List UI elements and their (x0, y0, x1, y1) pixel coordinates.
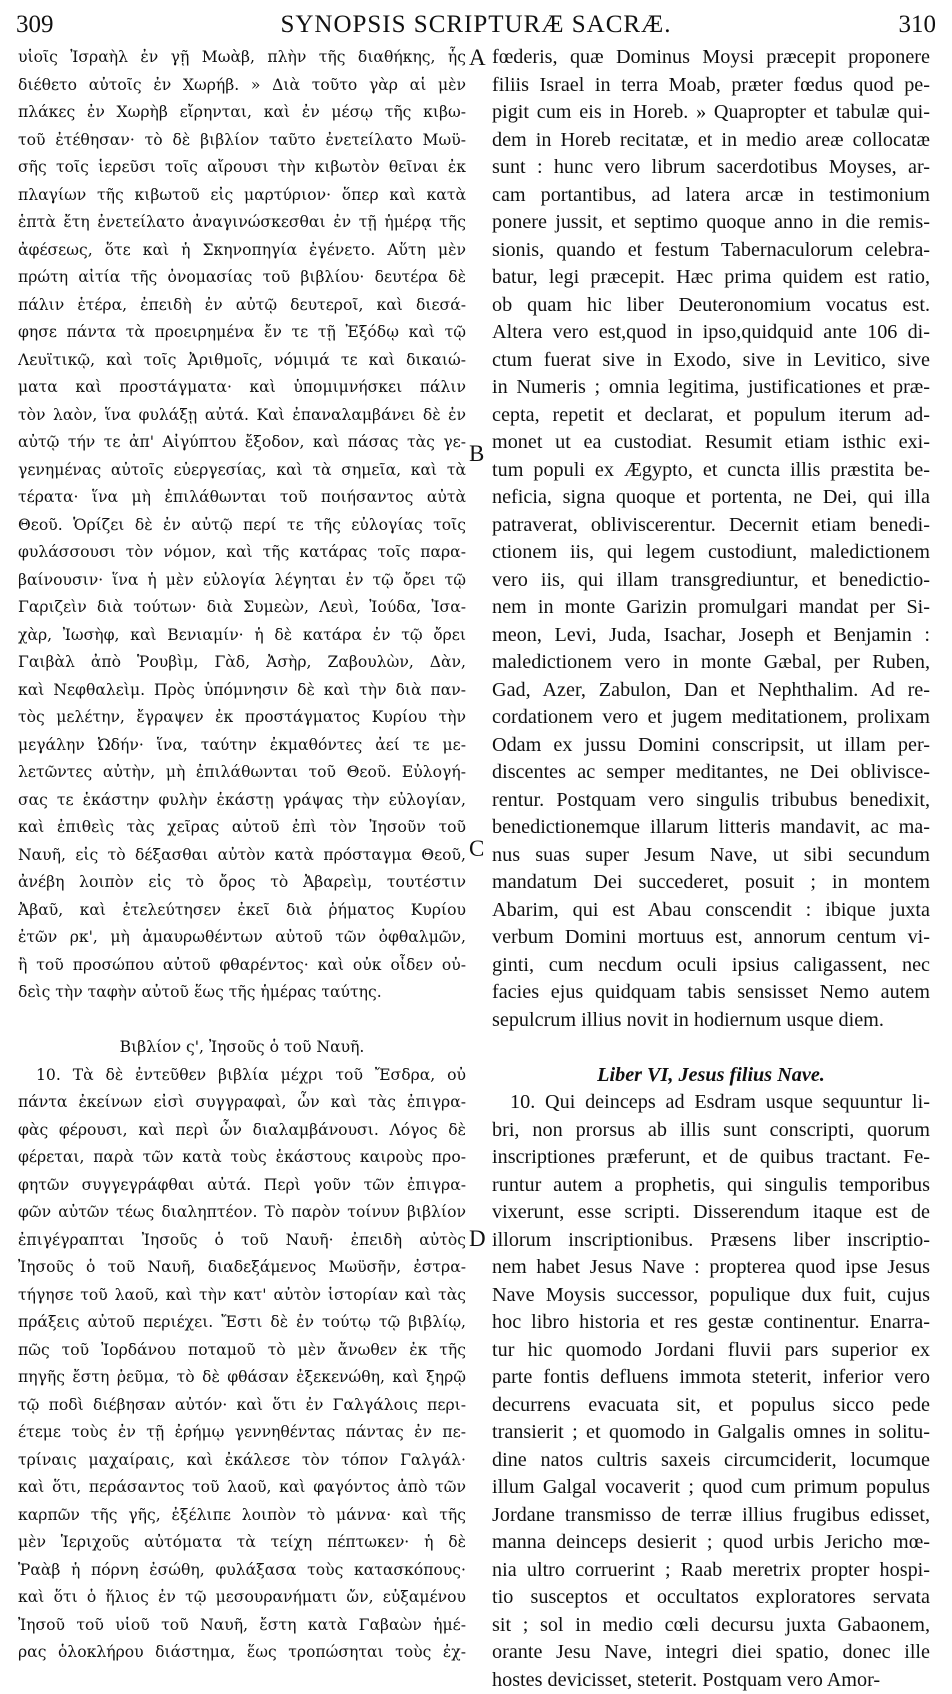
text-line: γενημένας αὐτοῖς εὐεργεσίας, καὶ τὰ σημεῖα, καὶ τὰ (18, 457, 466, 485)
text-line: τὸς μελέτην, ἔγραψεν ἐκ προστάγματος Κυρίου τὴν (18, 704, 466, 732)
text-line: nus suas super Jesum Nave, ut sibi secundum (492, 842, 930, 870)
text-line: τήγησε τοῦ λαοῦ, καὶ τὴν κατ' αὐτὸν ἱστορίαν καὶ τὰς (18, 1282, 466, 1310)
section-heading: Liber VI, Jesus filius Nave. (492, 1062, 930, 1090)
text-line: καὶ Νεφθαλεὶμ. Πρὸς ὑπόμνησιν δὲ καὶ τὴν διὰ παν- (18, 677, 466, 705)
text-line: ἐτῶν ρκ', μὴ ἀμαυρωθέντων αὐτοῦ τῶν ὀφθαλμῶν, (18, 924, 466, 952)
text-line: καρπῶν τῆς γῆς, ἐξέλιπε λοιπὸν τὸ μάννα· καὶ τῆς (18, 1502, 466, 1530)
text-line: ἐπιγέγραπται Ἰησοῦς ὁ τοῦ Ναυῆ· ἐπειδὴ αὐτὸς (18, 1227, 466, 1255)
text-line: Jordane transmisso de terræ illius frugibus edisset, (492, 1502, 930, 1530)
text-line: τῷ ποδὶ διέβησαν αὐτόν· καὶ ὅτι ἐν Γαλγάλοις περι- (18, 1392, 466, 1420)
text-line: batur, legi præcepit. Hæc prima quidem est ratio, (492, 264, 930, 292)
text-line: sionis, quando et festum Tabernaculorum celebra- (492, 237, 930, 265)
latin-column (492, 44, 930, 1694)
text-line: λετῶντες αὐτὴν, μὴ ἐπιλάθωνται τοῦ Θεοῦ. Εὐλογή- (18, 759, 466, 787)
text-line: Ἰησοῦς ὁ τοῦ Ναυῆ, διαδεξάμενος Μωϋσῆν, ἐστρα- (18, 1254, 466, 1282)
text-line: Λευϊτικῷ, καὶ τοῖς Ἀριθμοῖς, νόμιμά τε καὶ δικαιώ- (18, 347, 466, 375)
running-title: SYNOPSIS SCRIPTURÆ SACRÆ. (0, 10, 952, 40)
text-line: σας τε ἑκάστην φυλὴν ἑκάστῃ γράψας τὴν εὐλογίαν, (18, 787, 466, 815)
text-line: Ναυῆ, εἰς τὸ δέξασθαι αὐτὸν κατὰ πρόσταγμα Θεοῦ, (18, 842, 466, 870)
text-line: orante Jesu Nave, integri diei spatio, donec ille (492, 1639, 930, 1667)
text-line: sepulcrum illius novit in hodiernum usque diem. (492, 1007, 930, 1035)
text-line: έτεμε τοὺς ἐν τῇ ἐρήμῳ γεννηθέντας πάντας ἐν πε- (18, 1419, 466, 1447)
text-line: sit ; sol in medio cœli decursu juxta Gabaonem, (492, 1612, 930, 1640)
text-line: αὐτῷ τήν τε ἀπ' Αἰγύπτου ἔξοδον, καὶ πάσας τὰς γε- (18, 429, 466, 457)
greek-column (18, 44, 466, 1667)
text-line: monet ut ea custodiat. Resumit etiam isthic exi- (492, 429, 930, 457)
text-line: διέθετο αὐτοῖς ἐν Χωρήβ. » Διὰ τοῦτο γὰρ αἱ μὲν (18, 72, 466, 100)
text-line: illum Galgal vocaverit ; quod cum primum populus (492, 1474, 930, 1502)
text-line (492, 1034, 930, 1062)
margin-marker-a: A (469, 44, 486, 72)
text-line: dem in Horeb recitatæ, et in medio areæ collocatæ (492, 127, 930, 155)
text-line: Γαριζεὶν διὰ τούτων· διὰ Συμεὼν, Λευὶ, Ἰούδα, Ἰσα- (18, 594, 466, 622)
text-line: ρας ὁλοκλήρου διάστημα, ἕως τροπώσηται τοὺς ἐχ- (18, 1639, 466, 1667)
text-line: filiis Israel in terra Moab, præter fœdus quod pe- (492, 72, 930, 100)
text-line: 10. Τὰ δὲ ἐντεῦθεν βιβλία μέχρι τοῦ Ἔσδρα, οὐ (18, 1062, 466, 1090)
text-line: καὶ ὅτι, περάσαντος τοῦ λαοῦ, καὶ φαγόντος ἀπὸ τῶν (18, 1474, 466, 1502)
text-line: χὰρ, Ἰωσὴφ, καὶ Βενιαμίν· ἡ δὲ κατάρα ἐν τῷ ὄρει (18, 622, 466, 650)
text-line: illorum inscriptionibus. Præsens liber inscriptio- (492, 1227, 930, 1255)
text-line: pigit cum eis in Horeb. » Quapropter et tabulæ qui- (492, 99, 930, 127)
text-line: verbum Domini mortuus est, annorum centum vi- (492, 924, 930, 952)
text-line: neficia, signa quoque et portenta, ne Dei, qui illa (492, 484, 930, 512)
text-line: ctum fuerat sive in Exodo, sive in Levitico, sive (492, 347, 930, 375)
text-line: manna deinceps desierit ; quod urbis Jericho mœ- (492, 1529, 930, 1557)
text-line: tur hic quomodo Jordani fluvii pars superior ex (492, 1337, 930, 1365)
text-line: cam portantibus, ad latera arcæ in testimonium (492, 182, 930, 210)
text-line: ἀνέβη λοιπὸν εἰς τὸ ὄρος τὸ Ἀβαρεὶμ, τουτέστιν (18, 869, 466, 897)
text-line: tio susceptos et occultatos exploratores servata (492, 1584, 930, 1612)
text-line: hostes devicisset, steterit. Postquam vero Amor- (492, 1667, 930, 1694)
text-line: runtur autem a prophetis, qui singulis temporibus (492, 1172, 930, 1200)
text-line: Odam ex jussu Domini conscripsit, ut illam per- (492, 732, 930, 760)
text-line: τρίναις μαχαίραις, καὶ ἐκάλεσε τὸν τόπον Γαλγάλ· (18, 1447, 466, 1475)
text-line: transierit ; et quomodo in Galgalis omnes in solitu- (492, 1419, 930, 1447)
text-line: vixerunt, esse scripti. Disserendum itaque est de (492, 1199, 930, 1227)
text-line: δεὶς τὴν ταφὴν αὐτοῦ ἕως τῆς ἡμέρας ταύτης. (18, 979, 466, 1007)
text-line: ob quam hic liber Deuteronomium vocatus est. (492, 292, 930, 320)
text-line: fœderis, quæ Dominus Moysi præcepit proponere (492, 44, 930, 72)
text-line: decurrens evacuata sit, et populus sicco pede (492, 1392, 930, 1420)
text-line: maledictionem vero in monte Gæbal, per Ruben, (492, 649, 930, 677)
page-number-left: 309 (16, 10, 54, 40)
text-line: bri, non prorsus ab illis sunt conscripti, quorum (492, 1117, 930, 1145)
text-line: cordationem vero et jugem meditationem, prolixam (492, 704, 930, 732)
text-line: hoc libro historia et res gestæ continentur. Enarra- (492, 1309, 930, 1337)
text-line: ponere jussit, et septimo quoque anno in die remis- (492, 209, 930, 237)
text-line: φῶν αὐτῶν τέως διαληπτέον. Τὸ παρὸν τοίνυν βιβλίον (18, 1199, 466, 1227)
text-line: φέρεται, παρὰ τῶν κατὰ τοὺς ἑκάστους καιροὺς προ- (18, 1144, 466, 1172)
text-line: πλαγίων τῆς κιβωτοῦ εἰς μαρτύριον· ὅπερ καὶ κατὰ (18, 182, 466, 210)
text-line: mandatum Dei succederet, posuit ; in montem (492, 869, 930, 897)
text-line: nem in monte Garizin promulgari mandat per Si- (492, 594, 930, 622)
text-line: Altera vero est,quod in ipso,quidquid ante 106 di- (492, 319, 930, 347)
text-line: μεγάλην Ὠδήν· ἵνα, ταύτην ἐκμαθόντες ἀεί τε με- (18, 732, 466, 760)
text-line: Γαιβὰλ ἀπὸ Ῥουβὶμ, Γὰδ, Ἀσὴρ, Ζαβουλὼν, Δὰν, (18, 649, 466, 677)
text-line: vero iis, qui illam transgrediuntur, et benedictio- (492, 567, 930, 595)
text-line: inscriptiones præferunt, et de quibus tractant. Fe- (492, 1144, 930, 1172)
text-line: tum populi ex Ægypto, et cuncta illis præstita be- (492, 457, 930, 485)
text-line: in Numeris ; omnia legitima, justificationes et præ- (492, 374, 930, 402)
text-line: rentur. Postquam vero singulis tribubus benedixit, (492, 787, 930, 815)
text-line: τὸν λαὸν, ἵνα φυλάξῃ αὐτά. Καὶ ἐπαναλαμβάνει δὲ ἐν (18, 402, 466, 430)
text-line: 10. Qui deinceps ad Esdram usque sequuntur li- (492, 1089, 930, 1117)
text-line: υἱοῖς Ἰσραὴλ ἐν γῇ Μωὰβ, πλὴν τῆς διαθήκης, ἧς (18, 44, 466, 72)
text-line: discentes ac semper meditantes, ne Dei oblivisce- (492, 759, 930, 787)
text-line: βαίνουσιν· ἵνα ἡ μὲν εὐλογία λέγηται ἐν τῷ ὄρει τῷ (18, 567, 466, 595)
text-line: πῶς τοῦ Ἰορδάνου ποταμοῦ τὸ μὲν ἄνωθεν ἐκ τῆς (18, 1337, 466, 1365)
text-line: ματα καὶ προστάγματα· καὶ ὑπομιμνήσκει πάλιν (18, 374, 466, 402)
text-line: Gad, Azer, Zabulon, Dan et Nephthalim. Ad re- (492, 677, 930, 705)
section-heading: Βιβλίον ς', Ἰησοῦς ὁ τοῦ Ναυῆ. (18, 1034, 466, 1062)
margin-marker-d: D (469, 1225, 486, 1253)
text-line: φητῶν συγγεγράφθαι αὐτά. Περὶ γοῦν τῶν ἐπιγρα- (18, 1172, 466, 1200)
text-line (18, 1007, 466, 1035)
text-line: καὶ ὅτι ὁ ἥλιος ἐν τῷ μεσουρανήματι ὤν, εὐξαμένου (18, 1584, 466, 1612)
text-line: ἑπτὰ ἔτη ἐνετείλατο ἀναγινώσκεσθαι ἐν τῇ ἡμέρᾳ τῆς (18, 209, 466, 237)
text-line: πράξεις αὐτοῦ περιέχει. Ἔστι δὲ ἐν τούτῳ τῷ βιβλίῳ, (18, 1309, 466, 1337)
text-line: patraverat, obliviscerentur. Decernit etiam benedi- (492, 512, 930, 540)
text-line: ctionem iis, qui legem custodiunt, maledictionem (492, 539, 930, 567)
text-line: ἢ τοῦ προσώπου αὐτοῦ φθαρέντος· καὶ οὐκ οἶδεν οὐ- (18, 952, 466, 980)
page-number-right: 310 (899, 10, 937, 40)
text-line: πάντα ἐκείνων εἰσὶ συγγραφαὶ, ὧν καὶ τὰς ἐπιγρα- (18, 1089, 466, 1117)
text-line: sunt : hunc vero librum sacerdotibus Moyses, ar- (492, 154, 930, 182)
text-line: parte fontis defluens immota steterit, inferior vero (492, 1364, 930, 1392)
text-line: benedictionemque illarum litteris mandavit, ac ma- (492, 814, 930, 842)
margin-marker-c: C (469, 835, 484, 863)
text-line: φὰς φέρουσι, καὶ περὶ ὧν διαλαμβάνουσι. Λόγος δὲ (18, 1117, 466, 1145)
text-line: Θεοῦ. Ὁρίζει δὲ ἐν αὐτῷ περί τε τῆς εὐλογίας τοῖς (18, 512, 466, 540)
text-line: Nave Moysis successor, populique dux fuit, cujus (492, 1282, 930, 1310)
text-line: Ῥαὰβ ἡ πόρνη ἐσώθη, φυλάξασα τοὺς κατασκόπους· (18, 1557, 466, 1585)
text-line: nia ultro corruerint ; Raab meretrix propter hospi- (492, 1557, 930, 1585)
text-line: Ἰησοῦ τοῦ υἱοῦ τοῦ Ναυῆ, ἔστη κατὰ Γαβαὼν ἡμέ- (18, 1612, 466, 1640)
text-line: τοῦ ἐτέθησαν· τὸ δὲ βιβλίον ταῦτο ἐνετείλατο Μωϋ- (18, 127, 466, 155)
text-line: Ἀβαῦ, καὶ ἐτελεύτησεν ἐκεῖ διὰ ῥήματος Κυρίου (18, 897, 466, 925)
text-line: dine natos cultris saxeis circumciderit, locumque (492, 1447, 930, 1475)
text-line: πρώτη αἰτία τῆς ὀνομασίας τοῦ βιβλίου· δευτέρα δὲ (18, 264, 466, 292)
text-line: πλάκες ἐν Χωρὴβ εἴρηνται, καὶ ἐν μέσῳ τῆς κιβω- (18, 99, 466, 127)
text-line: φυλάσσουσι τὸν νόμον, καὶ τῆς κατάρας τοῖς παρα- (18, 539, 466, 567)
text-line: πηγῆς ἔστη ῥεῦμα, τὸ δὲ φθάσαν ἐξεκενώθη, καὶ ξηρῷ (18, 1364, 466, 1392)
text-line: cepta, repetit et declarat, et populum iterum ad- (492, 402, 930, 430)
text-line: καὶ ἐπιθεὶς τὰς χεῖρας αὐτοῦ ἐπὶ τὸν Ἰησοῦν τοῦ (18, 814, 466, 842)
text-line: φησε πάντα τὰ προειρημένα ἔν τε τῇ Ἐξόδῳ καὶ τῷ (18, 319, 466, 347)
text-line: ginti, cum necdum oculi ipsius caligassent, nec (492, 952, 930, 980)
margin-marker-b: B (469, 440, 484, 468)
text-line: τέρατα· ἵνα μὴ ἐπιλάθωνται τοῦ ποιήσαντος αὐτὰ (18, 484, 466, 512)
text-line: ἀφέσεως, ὅτε καὶ ἡ Σκηνοπηγία ἐγένετο. Αὕτη μὲν (18, 237, 466, 265)
text-line: nem habet Jesus Nave : propterea quod ipse Jesus (492, 1254, 930, 1282)
text-line: μὲν Ἱεριχοῦς αὐτόματα τὰ τείχη πέπτωκεν· ἡ δὲ (18, 1529, 466, 1557)
text-line: πάλιν ἑτέρα, ἐπειδὴ ἐν αὐτῷ δευτεροῖ, καὶ διεσά- (18, 292, 466, 320)
text-line: Abarim, qui est Abau conscendit : ibique juxta (492, 897, 930, 925)
text-line: facies ejus quidquam tabis sensisset Nemo autem (492, 979, 930, 1007)
text-line: meon, Levi, Juda, Isachar, Joseph et Benjamin : (492, 622, 930, 650)
text-line: σῆς τοῖς ἱερεῦσι τοῖς αἴρουσι τὴν κιβωτὸν θεῖναι ἐκ (18, 154, 466, 182)
